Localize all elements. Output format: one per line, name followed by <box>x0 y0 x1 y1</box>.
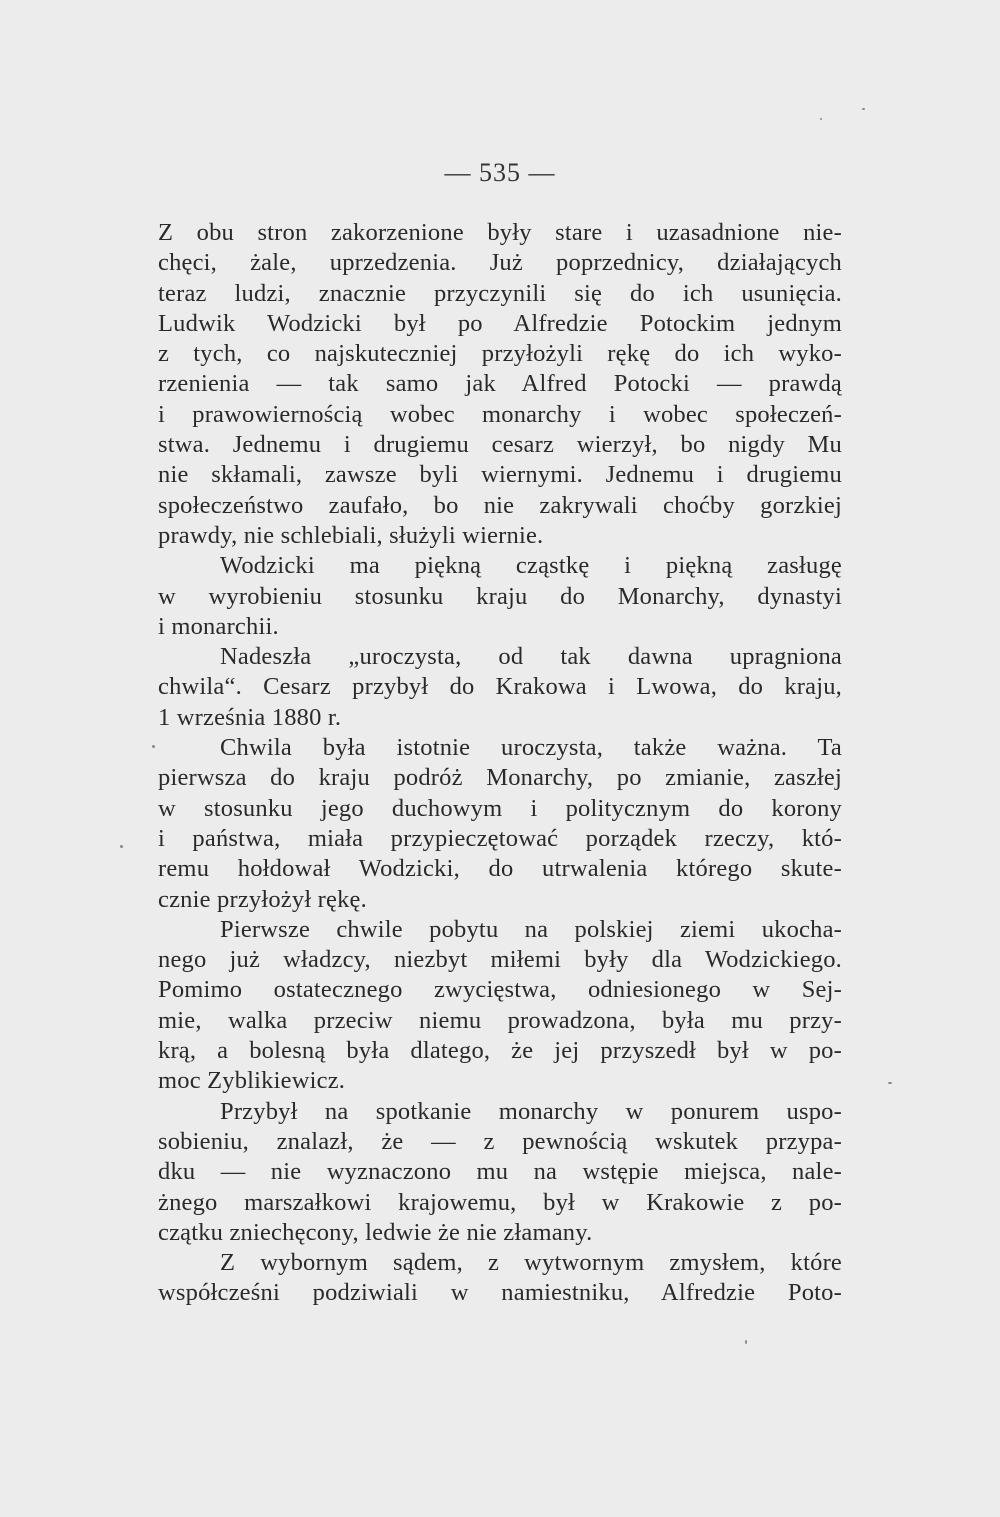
text-line: Pierwsze chwile pobytu na polskiej ziemi ukocha- <box>220 915 842 943</box>
text-line: 1 września 1880 r. <box>158 703 342 731</box>
page-number: — 535 — <box>444 158 556 187</box>
text-line: nie skłamali, zawsze byli wiernymi. Jednemu i drugiemu <box>158 461 842 489</box>
text-line: w wyrobieniu stosunku kraju do Monarchy, dynastyi <box>158 582 842 610</box>
scan-speck <box>120 845 123 848</box>
text-line: sobieniu, znalazł, że — z pewnością wskutek przypa- <box>158 1127 842 1155</box>
text-line: Wodzicki ma piękną cząstkę i piękną zasługę <box>220 552 842 580</box>
text-line: żnego marszałkowi krajowemu, był w Krakowie z po- <box>158 1188 842 1216</box>
text-line: społeczeństwo zaufało, bo nie zakrywali choćby gorzkiej <box>158 491 842 519</box>
text-line: i państwa, miała przypieczętować porządek rzeczy, któ- <box>158 824 842 852</box>
text-line: stwa. Jednemu i drugiemu cesarz wierzył, bo nigdy Mu <box>158 431 842 459</box>
text-line: czątku zniechęcony, ledwie że nie złamany. <box>158 1218 593 1246</box>
text-line: i prawowiernością wobec monarchy i wobec społeczeń- <box>158 400 842 428</box>
text-line: remu hołdował Wodzicki, do utrwalenia którego skute- <box>158 855 842 883</box>
scan-speck <box>888 1082 892 1084</box>
text-line: Ludwik Wodzicki był po Alfredzie Potockim jednym <box>158 309 842 337</box>
text-line: Nadeszła „uroczysta, od tak dawna upragniona <box>220 643 842 671</box>
text-line: Pomimo ostatecznego zwycięstwa, odniesionego w Sej- <box>158 976 842 1004</box>
text-line: prawdy, nie schlebiali, służyli wiernie. <box>158 521 544 549</box>
text-line: Przybył na spotkanie monarchy w ponurem uspo- <box>220 1097 842 1125</box>
text-line: Z obu stron zakorzenione były stare i uzasadnione nie- <box>158 219 842 246</box>
text-line: pierwsza do kraju podróż Monarchy, po zmianie, zaszłej <box>158 764 842 792</box>
text-line: dku — nie wyznaczono mu na wstępie miejsca, nale- <box>158 1158 842 1186</box>
text-line: moc Zyblikiewicz. <box>158 1067 346 1095</box>
text-line: Z wybornym sądem, z wytwornym zmysłem, które <box>220 1249 842 1277</box>
text-line: chęci, żale, uprzedzenia. Już poprzednicy, działających <box>158 249 842 277</box>
scan-speck <box>152 745 155 748</box>
text-line: współcześni podziwiali w namiestniku, Alfredzie Poto- <box>158 1279 842 1307</box>
text-line: z tych, co najskuteczniej przyłożyli rękę do ich wyko- <box>158 340 842 368</box>
text-body <box>158 218 842 1309</box>
text-line: Chwila była istotnie uroczysta, także ważna. Ta <box>220 734 842 762</box>
text-line: teraz ludzi, znacznie przyczynili się do ich usunięcia. <box>158 279 842 307</box>
scan-speck <box>862 108 865 110</box>
scan-speck <box>820 118 822 120</box>
text-line: krą, a bolesną była dlatego, że jej przyszedł był w po- <box>158 1037 842 1065</box>
text-line: cznie przyłożył rękę. <box>158 885 367 913</box>
scan-speck <box>745 1340 747 1344</box>
text-line: i monarchii. <box>158 612 279 640</box>
text-line: w stosunku jego duchowym i politycznym do korony <box>158 794 842 822</box>
text-line: nego już władzcy, niezbyt miłemi były dla Wodzickiego. <box>158 946 842 974</box>
text-line: rzenienia — tak samo jak Alfred Potocki — prawdą <box>158 370 842 398</box>
text-line: chwila“. Cesarz przybył do Krakowa i Lwowa, do kraju, <box>158 673 842 701</box>
text-line: mie, walka przeciw niemu prowadzona, była mu przy- <box>158 1006 842 1034</box>
